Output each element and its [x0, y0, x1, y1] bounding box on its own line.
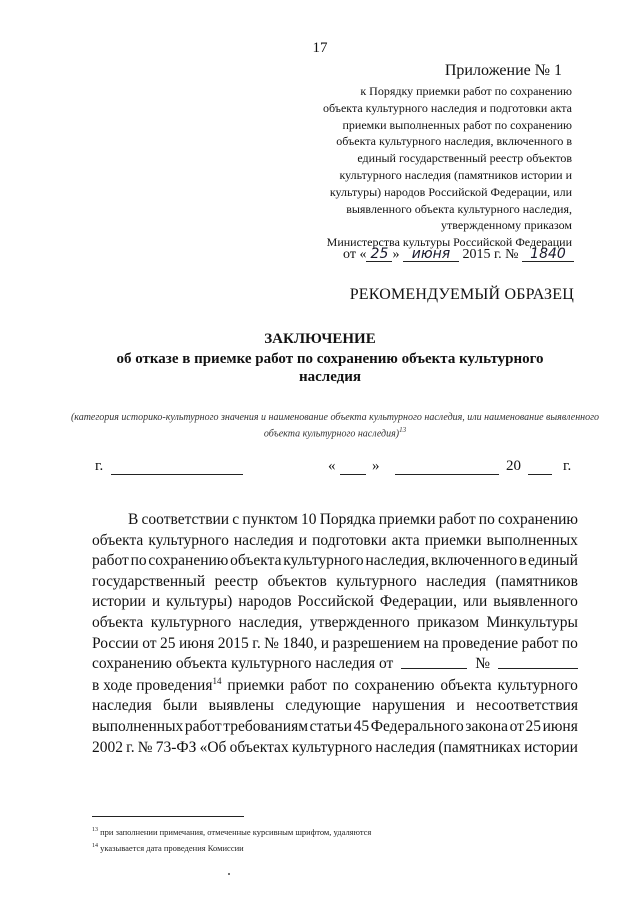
- body-line: [92, 510, 578, 531]
- body-word: сохранению: [354, 676, 435, 694]
- body-line-permit: [92, 654, 578, 676]
- body-word: культурного: [291, 738, 373, 756]
- permit-number-blank[interactable]: [498, 654, 578, 676]
- body-word: наследия: [426, 572, 487, 590]
- body-line: [92, 738, 578, 759]
- body-word: нарушения: [372, 697, 446, 715]
- footnote-13: $^{13}$ при заполнении примечания, отмеченные курсивным шрифтом, удаляются: [92, 826, 372, 837]
- body-word: с: [232, 511, 240, 528]
- body-word: объекта: [440, 676, 492, 694]
- body-word: наследия: [375, 738, 436, 756]
- body-line: [92, 613, 578, 634]
- body-word: работ: [438, 511, 476, 528]
- body-word: 73-ФЗ: [155, 738, 197, 756]
- body-paragraph: [92, 510, 578, 758]
- body-word: и: [456, 697, 465, 715]
- body-word: №: [264, 634, 279, 652]
- body-word: Порядка: [319, 511, 376, 528]
- body-word: Федерального: [370, 717, 464, 735]
- body-word: Российской: [297, 593, 374, 611]
- body-word: утвержденного: [309, 613, 410, 631]
- scan-speck: [228, 873, 230, 875]
- body-word: включенного: [430, 552, 518, 570]
- body-word: объекта: [92, 613, 144, 631]
- body-word: России: [92, 634, 139, 652]
- quote-open: «: [328, 458, 336, 474]
- body-word: выявлены: [208, 697, 274, 715]
- body-word: №: [137, 738, 153, 756]
- body-word: сохранению: [498, 511, 578, 528]
- body-word: по: [332, 676, 349, 694]
- body-word: государственный: [92, 572, 206, 590]
- body-word: в: [518, 552, 527, 570]
- body-word: единый: [528, 552, 578, 570]
- body-word: 25: [160, 634, 176, 652]
- body-word: народов: [238, 593, 292, 611]
- body-word: Минкультуры: [486, 613, 578, 631]
- body-line: [92, 634, 578, 655]
- body-line: [92, 592, 578, 613]
- body-word: статьи: [309, 717, 353, 735]
- body-word: 25: [525, 717, 541, 735]
- body-word: и: [298, 531, 308, 549]
- body-word: (памятников: [495, 572, 578, 590]
- body-word: приемки: [378, 511, 436, 528]
- appendix-line: Министерства культуры Российской Федерации: [326, 235, 572, 250]
- body-word: культурного: [336, 572, 417, 590]
- permit-text: сохранению объекта культурного наследия от: [92, 655, 394, 673]
- order-quote-close: »: [392, 247, 400, 262]
- body-word: наследия,: [365, 552, 430, 570]
- permit-number-label: №: [475, 655, 491, 673]
- body-word: и: [151, 593, 161, 611]
- body-word: наследия: [233, 531, 294, 549]
- body-word: пунктом: [242, 511, 298, 528]
- recommended-sample-label: РЕКОМЕНДУЕМЫЙ ОБРАЗЕЦ: [349, 286, 574, 303]
- appendix-reference: [272, 83, 572, 251]
- body-line: [92, 531, 578, 552]
- document-title: ЗАКЛЮЧЕНИЕ: [264, 331, 376, 347]
- body-word: работ: [184, 717, 222, 735]
- body-word: реестр: [214, 572, 259, 590]
- body-word: 2002: [92, 738, 123, 756]
- body-word: выполненных: [486, 531, 578, 549]
- body-word: (памятниках: [438, 738, 521, 756]
- body-word: объектов: [267, 572, 327, 590]
- appendix-line: приемки выполненных работ по сохранению: [342, 117, 572, 132]
- footnotes: [92, 823, 371, 855]
- body-word: культурного: [497, 676, 578, 694]
- body-word: истории: [92, 593, 146, 611]
- body-word: соответствии: [141, 511, 230, 528]
- body-word: требованиям: [223, 717, 309, 735]
- body-word: разрешением: [332, 634, 421, 652]
- body-word: культурного: [283, 552, 364, 570]
- body-word: приемки: [424, 531, 482, 549]
- body-word: работ: [290, 676, 327, 694]
- body-word: приемки: [227, 676, 285, 694]
- body-word: культурного: [148, 531, 229, 549]
- quote-close: »: [372, 458, 380, 474]
- appendix-line: культурного наследия (памятников истории и: [339, 167, 572, 182]
- page-number: 17: [312, 40, 328, 56]
- body-line: [92, 717, 578, 738]
- body-line-inspection: [92, 676, 578, 697]
- body-word: истории: [524, 738, 578, 756]
- appendix-line: единый государственный реестр объектов: [357, 151, 572, 166]
- category-note-text: (категория историко-культурного значения и наименование объекта культурного наследия, или наименование выявленного объекта культурного наследия): [70, 412, 600, 440]
- body-word: по: [130, 552, 147, 570]
- body-word: акта: [391, 531, 420, 549]
- body-word: наследия,: [238, 613, 303, 631]
- footnote-ref-14: 14: [212, 675, 222, 686]
- year-prefix: 20: [506, 458, 521, 474]
- appendix-line: утвержденному приказом: [441, 218, 572, 233]
- body-word: г.: [126, 738, 135, 756]
- body-word: от: [509, 717, 524, 735]
- appendix-line: к Порядку приемки работ по сохранению: [360, 84, 572, 98]
- body-word: культуры): [166, 593, 233, 611]
- body-word: подготовки: [312, 531, 387, 549]
- appendix-line: объекта культурного наследия, включенного в: [336, 134, 572, 149]
- body-line: [92, 572, 578, 593]
- body-word: Федерации,: [379, 593, 457, 611]
- footnote-ref-13: 13: [399, 426, 407, 434]
- body-word: были: [163, 697, 198, 715]
- body-word: или: [462, 593, 488, 611]
- body-word: культурного: [150, 613, 232, 631]
- body-word: приказом: [417, 613, 480, 631]
- body-word: проведение: [442, 634, 519, 652]
- appendix-line: культуры) народов Российской Федерации, или: [329, 184, 572, 199]
- body-word: 2015: [217, 634, 249, 652]
- body-word: «Об: [199, 738, 227, 756]
- order-date-number: [343, 247, 574, 263]
- inspection-start: в ходе проведения$^{14}$: [92, 675, 222, 694]
- year-suffix: г.: [563, 458, 572, 474]
- handwritten-month: июня: [403, 247, 459, 262]
- body-word: июня: [178, 634, 215, 652]
- body-word: июня: [542, 717, 578, 735]
- body-word: 1840,: [282, 634, 318, 652]
- body-word: работ: [92, 552, 129, 570]
- body-word: сохранению: [148, 552, 229, 570]
- footnote-14: $^{14}$ указывается дата проведения Комиссии: [92, 842, 244, 853]
- document-subtitle: об отказе в приемке работ по сохранению объекта культурного наследия: [116, 351, 544, 385]
- body-word: 10: [301, 511, 317, 528]
- body-word: закона: [465, 717, 508, 735]
- body-word: объекта: [230, 552, 282, 570]
- body-word: несоответствия: [475, 697, 578, 715]
- handwritten-day: 25: [366, 247, 392, 262]
- appendix-title: Приложение № 1: [444, 62, 562, 79]
- body-word: объекта: [92, 531, 144, 549]
- body-word: объектах: [229, 738, 289, 756]
- body-line: [92, 696, 578, 717]
- order-prefix: от «: [343, 247, 367, 262]
- body-word: от: [142, 634, 157, 652]
- body-word: на: [423, 634, 439, 652]
- city-prefix: г.: [95, 458, 104, 474]
- body-word: 45: [353, 717, 370, 735]
- body-word: по: [478, 511, 495, 528]
- appendix-line: выявленного объекта культурного наследия,: [346, 201, 572, 216]
- body-word: выполненных: [92, 717, 184, 735]
- body-word: В: [128, 511, 139, 528]
- body-word: выявленного: [493, 593, 578, 611]
- body-word: по: [561, 634, 578, 652]
- body-word: и: [320, 634, 330, 652]
- body-word: наследия: [92, 697, 152, 715]
- body-word: г.: [252, 634, 261, 652]
- body-line: [92, 551, 578, 572]
- order-year: 2015 г. №: [462, 247, 519, 262]
- appendix-line: объекта культурного наследия и подготовки акта: [322, 100, 572, 115]
- handwritten-order-number: 1840: [522, 247, 574, 262]
- body-word: работ: [521, 634, 559, 652]
- place-date-row: [95, 458, 575, 478]
- footnote-divider: [92, 816, 244, 817]
- body-word: следующие: [285, 697, 361, 715]
- permit-date-blank[interactable]: [401, 654, 467, 676]
- category-note: [70, 411, 600, 440]
